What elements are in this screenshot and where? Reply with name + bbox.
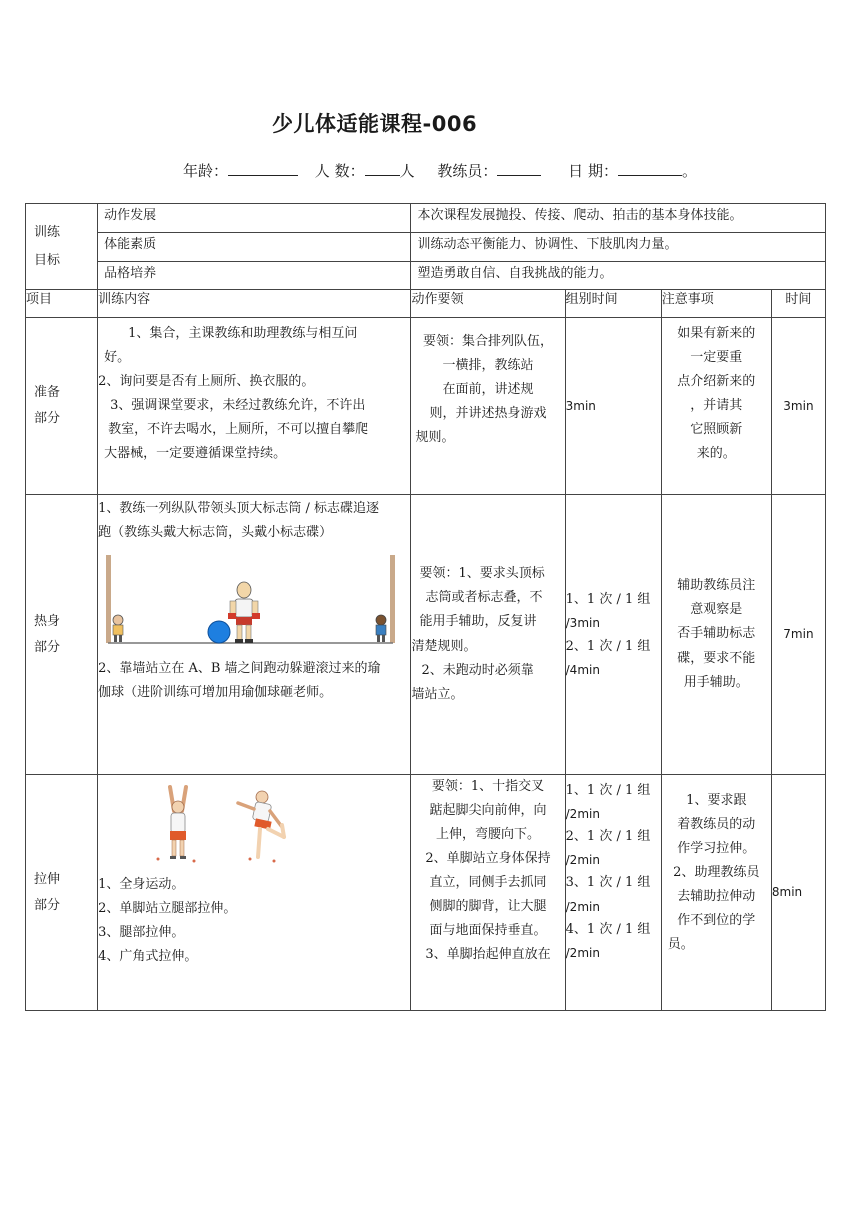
key-line: 2、单脚站立身体保持: [425, 851, 551, 867]
key-line: 志筒或者标志叠，不: [425, 590, 543, 606]
prep-notes: [661, 318, 771, 495]
section-label-line: 部分: [34, 639, 61, 655]
stretch-key-points: [411, 775, 565, 1011]
warmup-duration: 7min: [771, 495, 825, 775]
goal-label: [98, 204, 411, 233]
content-line: 伽球（进阶训练可增加用瑜伽球砸老师。: [98, 685, 333, 701]
prep-group-time: 3min: [565, 318, 661, 495]
warmup-content: [98, 495, 411, 775]
key-line: 墙站立。: [411, 686, 464, 702]
key-line: 在面前，讲述规: [442, 382, 534, 398]
content-line: 1、全身运动。: [98, 877, 185, 892]
content-line: 4、广角式拉伸。: [98, 949, 198, 965]
wall-dodge-illustration: [98, 545, 398, 657]
note-line: 点介绍新来的: [677, 374, 756, 390]
content-line: 1、教练一列纵队带领头顶大标志筒 / 标志碟追逐: [98, 501, 379, 516]
key-line: 规则。: [415, 430, 455, 446]
section-label-line: 部分: [34, 411, 61, 426]
key-line: 清楚规则。: [411, 638, 477, 654]
note-line: 碟，要求不能: [677, 650, 756, 666]
goal-label-text: 体能素质: [104, 237, 157, 252]
wall-a: [106, 555, 111, 643]
section-label-line: 热身: [34, 613, 61, 629]
group-line: 3、1 次 / 1 组: [565, 875, 651, 891]
key-line: 一横排，教练站: [442, 358, 534, 374]
group-line: 2、1 次 / 1 组: [565, 638, 651, 654]
goal-text-value: 本次课程发展抛投、传接、爬动、拍击的基本身体技能。: [417, 208, 743, 223]
count-label: 人 数：: [314, 162, 365, 180]
key-line: 要领：1、十指交叉: [431, 779, 545, 794]
key-line: 上伸，弯腰向下。: [436, 827, 541, 843]
content-line: 2、询问要是否有上厕所、换衣服的。: [98, 374, 315, 390]
column-header-key: 动作要领: [411, 290, 565, 318]
key-line: 3、单脚抬起伸直放在: [425, 947, 551, 963]
column-header-note: 注意事项: [661, 290, 771, 318]
column-header-group: 组别时间: [565, 290, 661, 318]
note-line: 着教练员的动: [677, 817, 756, 833]
prep-content: [98, 318, 411, 495]
note-line: 来的。: [696, 446, 736, 462]
stretch-illustration: [98, 775, 398, 873]
key-line: 2、未跑动时必须靠: [421, 662, 534, 678]
goals-header-line: 训练: [34, 225, 61, 241]
column-header-content: 训练内容: [98, 290, 411, 318]
key-line: 直立，同侧手去抓同: [429, 875, 547, 891]
stretch-content: [98, 775, 411, 1011]
key-line: 则，并讲述热身游戏: [429, 406, 547, 422]
content-line: 2、靠墙站立在 A、B 墙之间跑动躲避滚过来的瑜: [98, 661, 381, 677]
goal-label-text: 动作发展: [104, 208, 157, 223]
goal-text: [411, 233, 826, 262]
note-line: ，并请其: [690, 398, 743, 414]
page-title: 少儿体适能课程-006: [272, 112, 478, 136]
goal-label: [98, 262, 411, 290]
section-label-warmup: [26, 495, 98, 775]
key-line: 踮起脚尖向前伸，向: [429, 803, 547, 819]
warmup-key-points: [411, 495, 565, 775]
key-line: 要领：1、要求头顶标: [419, 566, 545, 582]
goals-header-line: 目标: [34, 252, 61, 268]
section-label-prep: [26, 318, 98, 495]
note-line: 作学习拉伸。: [677, 841, 756, 857]
note-line: 2、助理教练员: [673, 865, 760, 881]
content-line: 好。: [104, 350, 131, 366]
prep-duration: 3min: [771, 318, 825, 495]
content-line: 大器械，一定要遵循课堂持续。: [104, 446, 287, 462]
key-line: 侧脚的脚背，让大腿: [429, 899, 547, 915]
date-label: 日 期：: [568, 162, 618, 180]
goal-text: [411, 262, 826, 290]
note-line: 去辅助拉伸动: [677, 889, 756, 905]
group-line: 1、1 次 / 1 组: [565, 592, 651, 608]
count-blank[interactable]: [365, 161, 400, 176]
date-blank[interactable]: [618, 161, 682, 176]
yoga-ball: [208, 621, 230, 643]
coach-blank[interactable]: [497, 161, 541, 176]
content-line: 1、集合，主课教练和助理教练与相互问: [128, 326, 358, 341]
content-line: 教室，不许去喝水，上厕所，不可以擅自攀爬: [108, 422, 369, 438]
note-line: 否手辅助标志: [677, 626, 756, 642]
wall-b: [390, 555, 395, 643]
content-line: 2、单脚站立腿部拉伸。: [98, 901, 237, 917]
group-line: /3min: [565, 616, 600, 631]
warmup-notes: [661, 495, 771, 775]
end-mark: 。: [681, 162, 697, 180]
group-line: /2min: [565, 899, 600, 914]
note-line: 一定要重: [690, 350, 743, 366]
age-label: 年龄：: [183, 162, 229, 180]
key-line: 面与地面保持垂直。: [429, 923, 547, 939]
column-header-item: 项目: [26, 290, 98, 318]
note-line: 用手辅助。: [683, 674, 749, 690]
prep-key-points: [411, 318, 565, 495]
stretch-figure-leg-hold: [238, 791, 284, 863]
section-label-line: 拉伸: [34, 871, 61, 887]
stretch-group-time: [565, 775, 661, 1011]
course-plan-table: [25, 203, 826, 1011]
group-line: 1、1 次 / 1 组: [565, 783, 651, 798]
goal-label: [98, 233, 411, 262]
key-line: 能用手辅助，反复讲: [419, 614, 537, 630]
section-label-line: 准备: [34, 385, 61, 400]
note-line: 作不到位的学: [677, 913, 756, 929]
note-line: 1、要求跟: [686, 793, 747, 808]
group-line: /2min: [565, 945, 600, 960]
age-blank[interactable]: [228, 161, 298, 176]
stretch-duration: 8min: [771, 775, 825, 1011]
group-line: /2min: [565, 807, 600, 822]
stretch-notes: [661, 775, 771, 1011]
goal-text-value: 塑造勇敢自信、自我挑战的能力。: [417, 266, 613, 281]
note-line: 员。: [667, 937, 694, 953]
content-line: 3、强调课堂要求，未经过教练允许，不许出: [110, 398, 366, 414]
goal-label-text: 品格培养: [104, 266, 157, 281]
goals-header: [26, 204, 98, 290]
kid-right-figure: [376, 615, 386, 642]
group-line: /2min: [565, 853, 600, 868]
count-unit: 人: [399, 162, 415, 180]
stretch-figure-arms-up: [170, 787, 186, 859]
goal-text: [411, 204, 826, 233]
content-line: 跑（教练头戴大标志筒，头戴小标志碟）: [98, 525, 333, 541]
note-line: 辅助教练员注: [677, 578, 756, 594]
warmup-group-time: [565, 495, 661, 775]
group-line: 4、1 次 / 1 组: [565, 921, 651, 937]
column-header-time: 时间: [771, 290, 825, 318]
section-label-line: 部分: [34, 897, 61, 913]
note-line: 它照顾新: [690, 422, 743, 438]
key-line: 要领：集合排列队伍，: [423, 334, 554, 349]
group-line: /4min: [565, 662, 600, 677]
coach-label: 教练员：: [437, 162, 498, 180]
course-info-line: [183, 160, 697, 181]
content-line: 3、腿部拉伸。: [98, 925, 185, 941]
coach-figure: [228, 582, 260, 643]
note-line: 如果有新来的: [677, 326, 756, 341]
group-line: 2、1 次 / 1 组: [565, 829, 651, 845]
goal-text-value: 训练动态平衡能力、协调性、下肢肌肉力量。: [417, 237, 678, 252]
note-line: 意观察是: [690, 602, 743, 618]
section-label-stretch: [26, 775, 98, 1011]
kid-left-figure: [113, 615, 123, 642]
